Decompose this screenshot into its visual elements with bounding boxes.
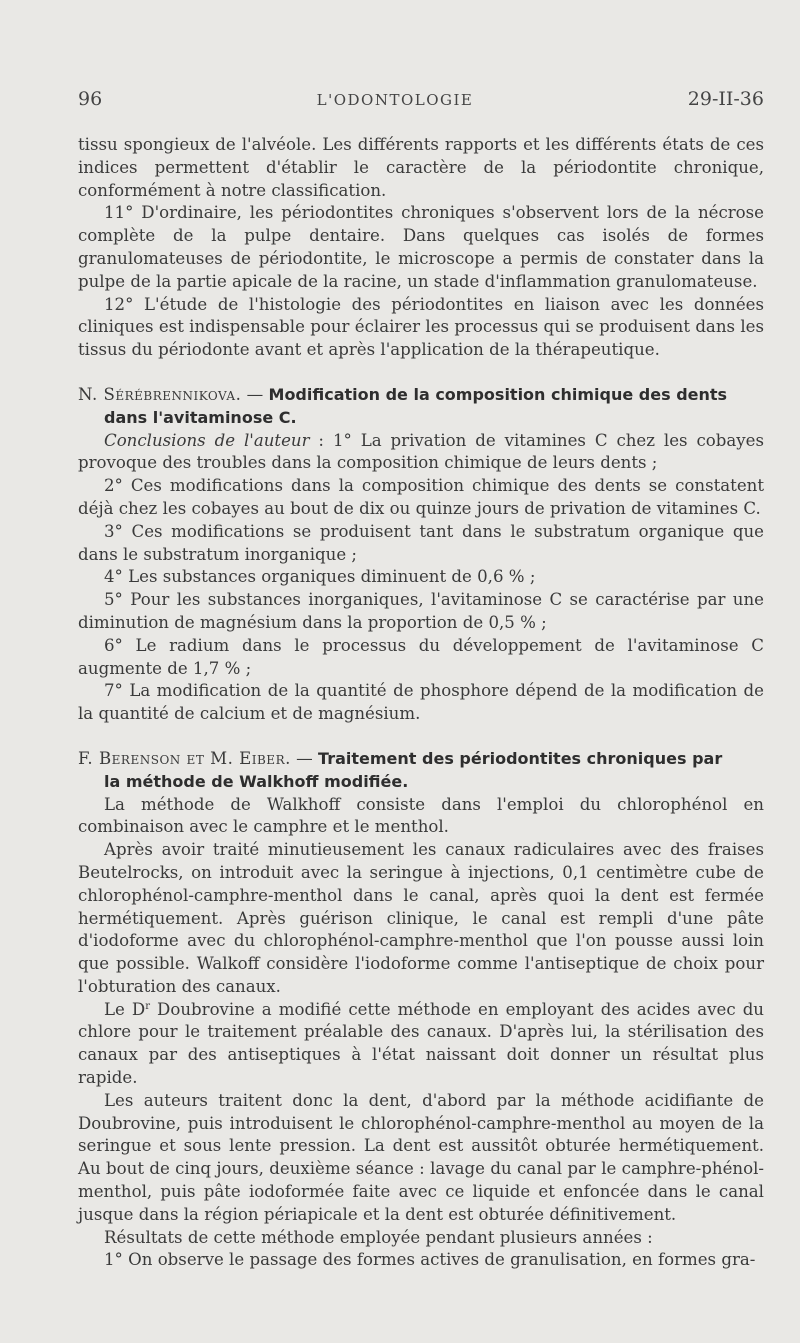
page-number: 96 [78,88,103,110]
conclusion-item: 7° La modification de la quantité de phosphore dépend de la modification de la quantité de calcium et de magnésium. [78,681,764,724]
text-run: Doubrovine a modifié cette méthode en employant des acides avec du chlore pour le traitement préalable des canaux. D'après lui, la stérilisation des canaux par des antiseptiques à l'état naissant doit donner un résultat plus rapide. [78,999,764,1088]
paragraph: Après avoir traité minutieusement les canaux radiculaires avec des fraises Beutelrocks, on introduit avec la seringue à injections, 0,1 centimètre cube de chlorophénol-camphre-menthol dans le canal, après quoi la dent est fermée hermétiquement. Après guérison clinique, le canal est rempli d'une pâte d'iodoforme avec du chlorophénol-camphre-menthol que l'on pousse aussi loin que possible. Walkoff considère l'iodoforme comme l'antiseptique de choix pour l'obturation des canaux. [78,840,764,996]
conclusions-paragraph [78,430,764,476]
paragraph: Résultats de cette méthode employée pendant plusieurs années : [104,1227,653,1247]
paragraph: 11° D'ordinaire, les périodontites chroniques s'observent lors de la nécrose complète de la pulpe dentaire. Dans quelques cas isolés de formes granulomateuses de périodontite, le microscope a permis de constater dans la pulpe de la partie apicale de la racine, un stade d'inflammation granulomateuse. [78,203,764,291]
article-author: F. Berenson et M. Eiber. [78,748,291,768]
superscript: r [145,1000,150,1012]
paragraph: La méthode de Walkhoff consiste dans l'emploi du chlorophénol en combinaison avec le camphre et le menthol. [78,794,764,837]
running-header [78,88,764,110]
article-author: N. Sérébrennikova. [78,384,242,404]
paragraph: 12° L'étude de l'histologie des périodontites en liaison avec les données cliniques est indispensable pour éclairer les processus qui se produisent dans les tissus du périodonte avant et après l'application de la thérapeutique. [78,294,764,360]
text-run: Le D [104,999,146,1019]
journal-title: L'ODONTOLOGIE [316,91,474,109]
paragraph: tissu spongieux de l'alvéole. Les différents rapports et les différents états de ces indices permettent d'établir le caractère de la périodontite chronique, conformément à notre classification. [78,135,764,200]
article-title: Traitement des périodontites chroniques par [318,748,723,768]
article-title: Modification de la composition chimique des dents [268,384,728,404]
conclusion-item: 6° Le radium dans le processus du développement de l'avitaminose C augmente de 1,7 % ; [78,635,764,678]
article-title-continued: la méthode de Walkhoff modifiée. [104,771,409,791]
heading-dash: — [296,748,313,768]
conclusion-item: 2° Ces modifications dans la composition chimique des dents se constatent déjà chez les cobayes au bout de dix ou quinze jours de privation de vitamines C. [78,476,764,518]
conclusion-item: 3° Ces modifications se produisent tant dans le substratum organique que dans le substratum inorganique ; [78,521,764,564]
paragraph: Les auteurs traitent donc la dent, d'abord par la méthode acidifiante de Doubrovine, puis introduisent le chlorophénol-camphre-menthol au moyen de la seringue et sous lente pression. La dent est aussitôt obturée hermétiquement. Au bout de cinq jours, deuxième séance : lavage du canal par le camphre-phénol-menthol, puis pâte iodoformée faite avec ce liquide et enfoncée dans le canal jusque dans la région périapicale et la dent est obturée définitivement. [78,1090,764,1224]
heading-dash: — [246,384,264,404]
paragraph [78,999,764,1090]
body-text [78,134,764,1272]
article-title-continued: dans l'avitaminose C. [104,407,297,427]
conclusion-item: : 1° La privation de vitamines C chez les cobayes provoque des troubles dans la composition chimique de leurs dents ; [78,430,764,473]
article-heading-2 [78,748,764,794]
conclusion-item: 5° Pour les substances inorganiques, l'avitaminose C se caractérise par une diminution de magnésium dans la proportion de 0,5 % ; [78,590,764,632]
conclusions-label: Conclusions de l'auteur [104,430,310,450]
paragraph: 1° On observe le passage des formes actives de granulisation, en formes gra- [104,1250,756,1270]
conclusion-item: 4° Les substances organiques diminuent de 0,6 % ; [104,567,536,587]
article-heading-1 [78,384,764,430]
issue-date: 29-II-36 [687,88,764,110]
